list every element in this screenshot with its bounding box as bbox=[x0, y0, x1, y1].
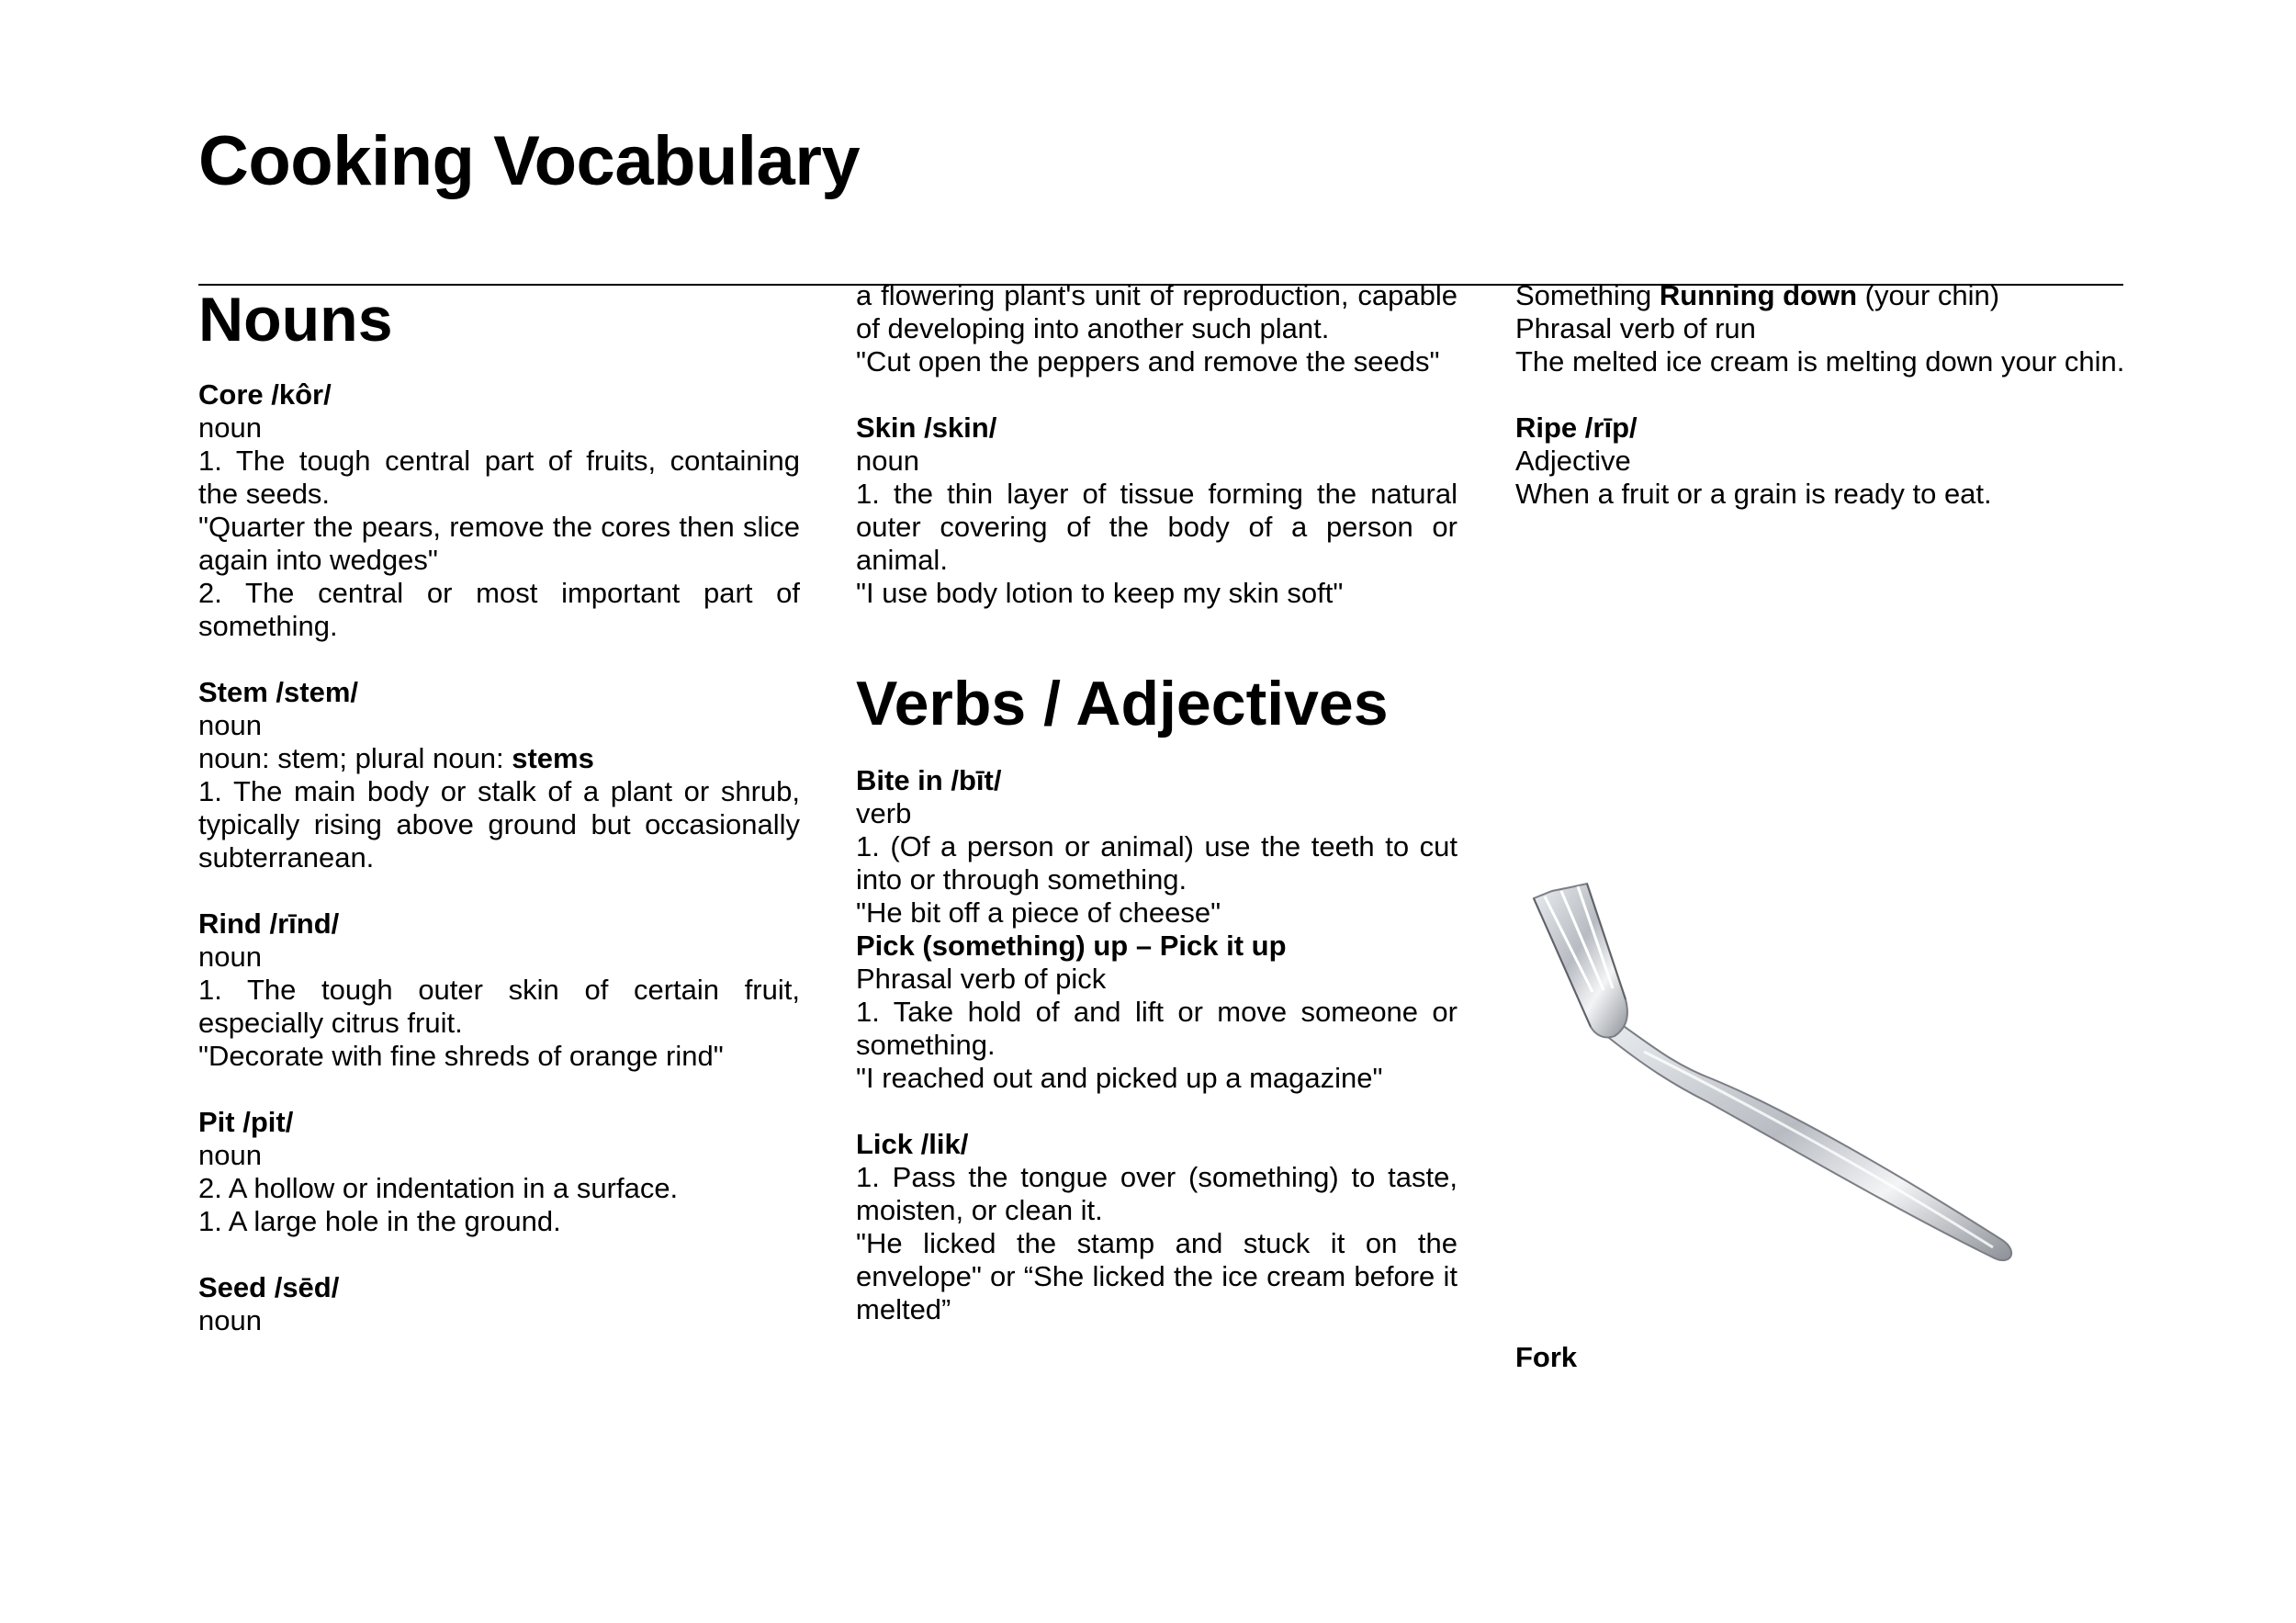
fork-icon bbox=[1515, 882, 2030, 1286]
core-def1: 1. The tough central part of fruits, containing the seeds. bbox=[198, 445, 800, 510]
entry-pit bbox=[198, 1106, 800, 1238]
running-prefix: Something bbox=[1515, 279, 1660, 311]
entry-bite bbox=[856, 764, 1458, 930]
entry-rind bbox=[198, 907, 800, 1073]
ripe-pos: Adjective bbox=[1515, 445, 1631, 477]
pit-def1: 1. A large hole in the ground. bbox=[198, 1205, 561, 1237]
pit-def2: 2. A hollow or indentation in a surface. bbox=[198, 1172, 679, 1204]
entry-core bbox=[198, 378, 800, 643]
entry-ripe bbox=[1515, 411, 2125, 511]
entry-skin bbox=[856, 411, 1458, 610]
running-title bbox=[1515, 279, 2125, 312]
core-term: Core /kôr/ bbox=[198, 378, 332, 411]
entry-stem bbox=[198, 676, 800, 874]
seed-example: "Cut open the peppers and remove the seeds" bbox=[856, 345, 1440, 378]
lick-def1: 1. Pass the tongue over (something) to taste, moisten, or clean it. bbox=[856, 1161, 1458, 1226]
pick-term: Pick (something) up – Pick it up bbox=[856, 930, 1287, 962]
nouns-heading: Nouns bbox=[198, 285, 393, 355]
skin-pos: noun bbox=[856, 445, 919, 477]
rind-term: Rind /rīnd/ bbox=[198, 907, 340, 940]
rind-def1: 1. The tough outer skin of certain fruit, especially citrus fruit. bbox=[198, 974, 800, 1039]
pick-def1: 1. Take hold of and lift or move someone or something. bbox=[856, 996, 1458, 1061]
stem-plural-prefix: noun: stem; plural noun: bbox=[198, 742, 512, 774]
stem-plural-bold: stems bbox=[512, 742, 594, 774]
pick-example: "I reached out and picked up a magazine" bbox=[856, 1062, 1383, 1094]
core-example: "Quarter the pears, remove the cores then slice again into wedges" bbox=[198, 511, 800, 576]
entry-lick bbox=[856, 1128, 1458, 1326]
rind-pos: noun bbox=[198, 941, 262, 973]
pick-pos: Phrasal verb of pick bbox=[856, 963, 1107, 995]
column-nouns bbox=[198, 279, 800, 1337]
seed-pos: noun bbox=[198, 1304, 262, 1336]
bite-term: Bite in /bīt/ bbox=[856, 764, 1002, 796]
entry-seed bbox=[198, 1271, 800, 1337]
bite-example: "He bit off a piece of cheese" bbox=[856, 896, 1221, 929]
verbs-heading: Verbs / Adjectives bbox=[856, 669, 1389, 738]
pit-term: Pit /pit/ bbox=[198, 1106, 294, 1138]
stem-plural bbox=[198, 742, 800, 775]
bite-def1: 1. (Of a person or animal) use the teeth to cut into or through something. bbox=[856, 830, 1458, 896]
lick-example: "He licked the stamp and stuck it on the envelope" or “She licked the ice cream before it melted” bbox=[856, 1227, 1458, 1325]
column-verbs bbox=[856, 279, 1458, 1326]
skin-example: "I use body lotion to keep my skin soft" bbox=[856, 577, 1344, 609]
running-bold: Running down bbox=[1659, 279, 1858, 311]
skin-term: Skin /skin/ bbox=[856, 411, 997, 444]
rind-example: "Decorate with fine shreds of orange rind" bbox=[198, 1040, 724, 1072]
running-pos: Phrasal verb of run bbox=[1515, 312, 1756, 344]
ripe-def1: When a fruit or a grain is ready to eat. bbox=[1515, 478, 1992, 510]
stem-pos: noun bbox=[198, 709, 262, 741]
stem-def1: 1. The main body or stalk of a plant or shrub, typically rising above ground but occasionally subterranean. bbox=[198, 775, 800, 873]
bite-pos: verb bbox=[856, 797, 912, 829]
running-example: The melted ice cream is melting down your chin. bbox=[1515, 345, 2125, 378]
lick-term: Lick /lik/ bbox=[856, 1128, 969, 1160]
pit-pos: noun bbox=[198, 1139, 262, 1171]
seed-term: Seed /sēd/ bbox=[198, 1271, 340, 1303]
ripe-term: Ripe /rīp/ bbox=[1515, 411, 1638, 444]
entry-pick bbox=[856, 930, 1458, 1095]
core-def2: 2. The central or most important part of something. bbox=[198, 577, 800, 642]
entry-seed-cont bbox=[856, 279, 1458, 378]
fork-label: Fork bbox=[1515, 1341, 1578, 1373]
column-more bbox=[1515, 279, 2125, 511]
seed-def-cont: a flowering plant's unit of reproduction, capable of developing into another such plant. bbox=[856, 279, 1458, 344]
page-title: Cooking Vocabulary bbox=[198, 122, 861, 200]
running-suffix: (your chin) bbox=[1857, 279, 2000, 311]
skin-def1: 1. the thin layer of tissue forming the natural outer covering of the body of a person or animal. bbox=[856, 478, 1458, 576]
entry-running-down bbox=[1515, 279, 2125, 378]
core-pos: noun bbox=[198, 411, 262, 444]
stem-term: Stem /stem/ bbox=[198, 676, 359, 708]
fork-image bbox=[1515, 882, 2030, 1286]
